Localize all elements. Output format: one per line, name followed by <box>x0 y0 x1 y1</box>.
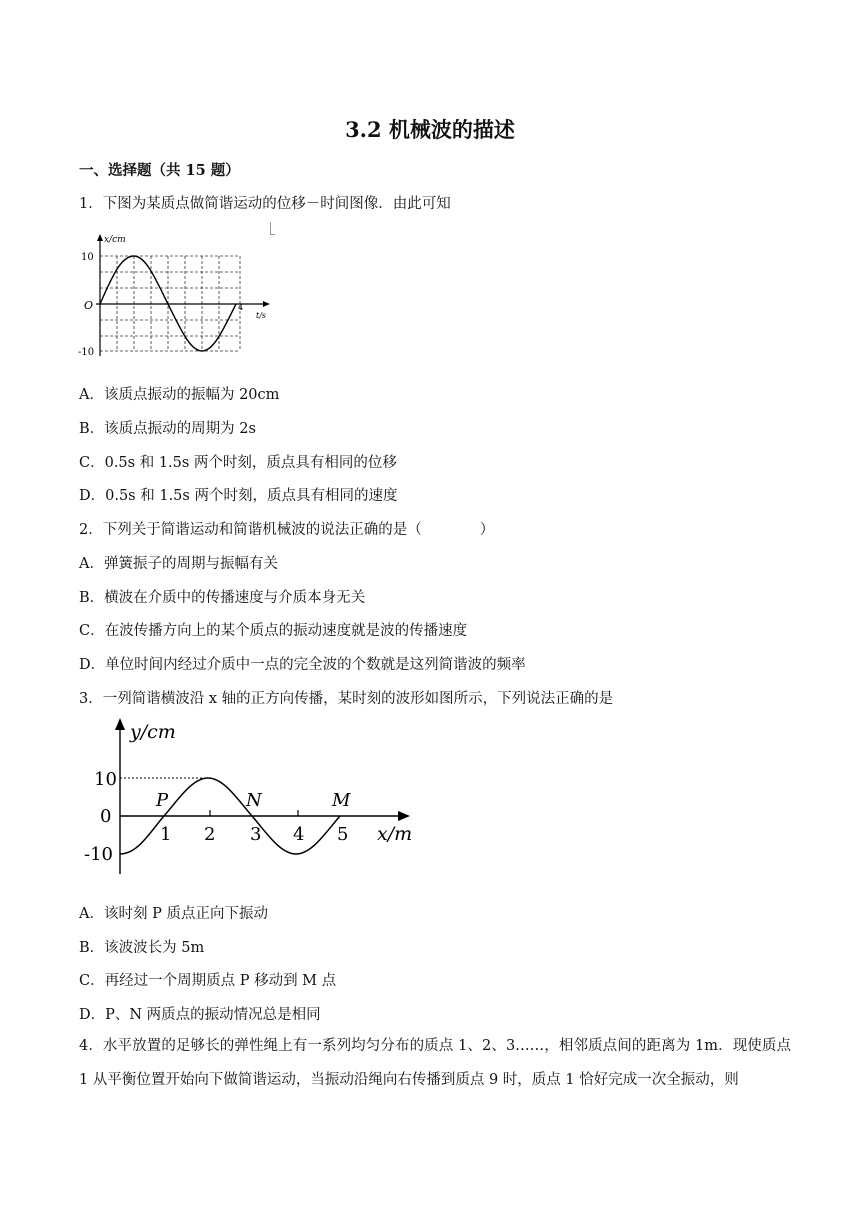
q3-x-tick-4: 4 <box>293 824 305 845</box>
q1-option-a: A．该质点振动的振幅为 20cm <box>79 387 280 403</box>
q3-option-a: A．该时刻 P 质点正向下振动 <box>79 906 268 922</box>
q3-x-axis-label: x/m <box>377 823 413 845</box>
section-heading: 一、选择题（共 15 题） <box>79 162 240 179</box>
q3-waveform-graph <box>80 714 420 882</box>
q3-origin-label: 0 <box>100 806 112 827</box>
page-title: 3.2 机械波的描述 <box>345 117 515 142</box>
q3-point-p: P <box>156 790 169 811</box>
q3-y-tick-top: 10 <box>94 769 117 790</box>
question-4-stem: 4．水平放置的足够长的弹性绳上有一系列均匀分布的质点 1、2、3……，相邻质点间的距离为 1m．现使质点 1 从平衡位置开始向下做简谐运动，当振动沿绳向右传播到质点 9 时，质点 1 恰好完成一次全振动，则 <box>79 1038 791 1088</box>
q3-option-c: C．再经过一个周期质点 P 移动到 M 点 <box>79 973 337 989</box>
q1-option-c: C．0.5s 和 1.5s 两个时刻，质点具有相同的位移 <box>79 455 397 471</box>
q3-point-m: M <box>332 790 351 811</box>
question-3-stem: 3．一列简谐横波沿 x 轴的正方向传播，某时刻的波形如图所示，下列说法正确的是 <box>79 691 614 707</box>
q1-y-tick-top: 10 <box>81 252 94 263</box>
q3-x-tick-2: 2 <box>204 824 216 845</box>
q1-origin-label: O <box>84 299 94 312</box>
q1-y-tick-bottom: -10 <box>78 347 95 358</box>
q3-option-b: B．该波波长为 5m <box>79 940 205 956</box>
q1-figure <box>76 228 281 363</box>
q3-x-tick-5: 5 <box>337 824 349 845</box>
q2-option-d: D．单位时间内经过介质中一点的完全波的个数就是这列简谐波的频率 <box>79 657 526 673</box>
q1-x-tick-end: 4 <box>238 303 244 312</box>
q3-x-tick-1: 1 <box>160 824 172 845</box>
q2-option-a: A．弹簧振子的周期与振幅有关 <box>79 556 278 572</box>
q1-option-b: B．该质点振动的周期为 2s <box>79 421 256 437</box>
q3-y-tick-bottom: -10 <box>84 844 113 865</box>
q3-figure <box>80 714 420 882</box>
q3-x-tick-3: 3 <box>250 824 262 845</box>
q3-option-d: D．P、N 两质点的振动情况总是相同 <box>79 1007 321 1023</box>
question-1-stem: 1．下图为某质点做简谐运动的位移－时间图像．由此可知 <box>79 196 451 212</box>
q1-x-axis-label: t/s <box>256 311 267 320</box>
q1-y-axis-label: x/cm <box>104 235 126 245</box>
q3-point-n: N <box>246 790 262 811</box>
q1-option-d: D．0.5s 和 1.5s 两个时刻，质点具有相同的速度 <box>79 488 398 504</box>
question-2-stem: 2．下列关于简谐运动和简谐机械波的说法正确的是（ ） <box>79 522 495 538</box>
q2-option-b: B．横波在介质中的传播速度与介质本身无关 <box>79 590 366 606</box>
q1-displacement-time-graph <box>76 228 281 363</box>
q3-y-axis-label: y/cm <box>130 721 176 743</box>
q2-option-c: C．在波传播方向上的某个质点的振动速度就是波的传播速度 <box>79 623 468 639</box>
